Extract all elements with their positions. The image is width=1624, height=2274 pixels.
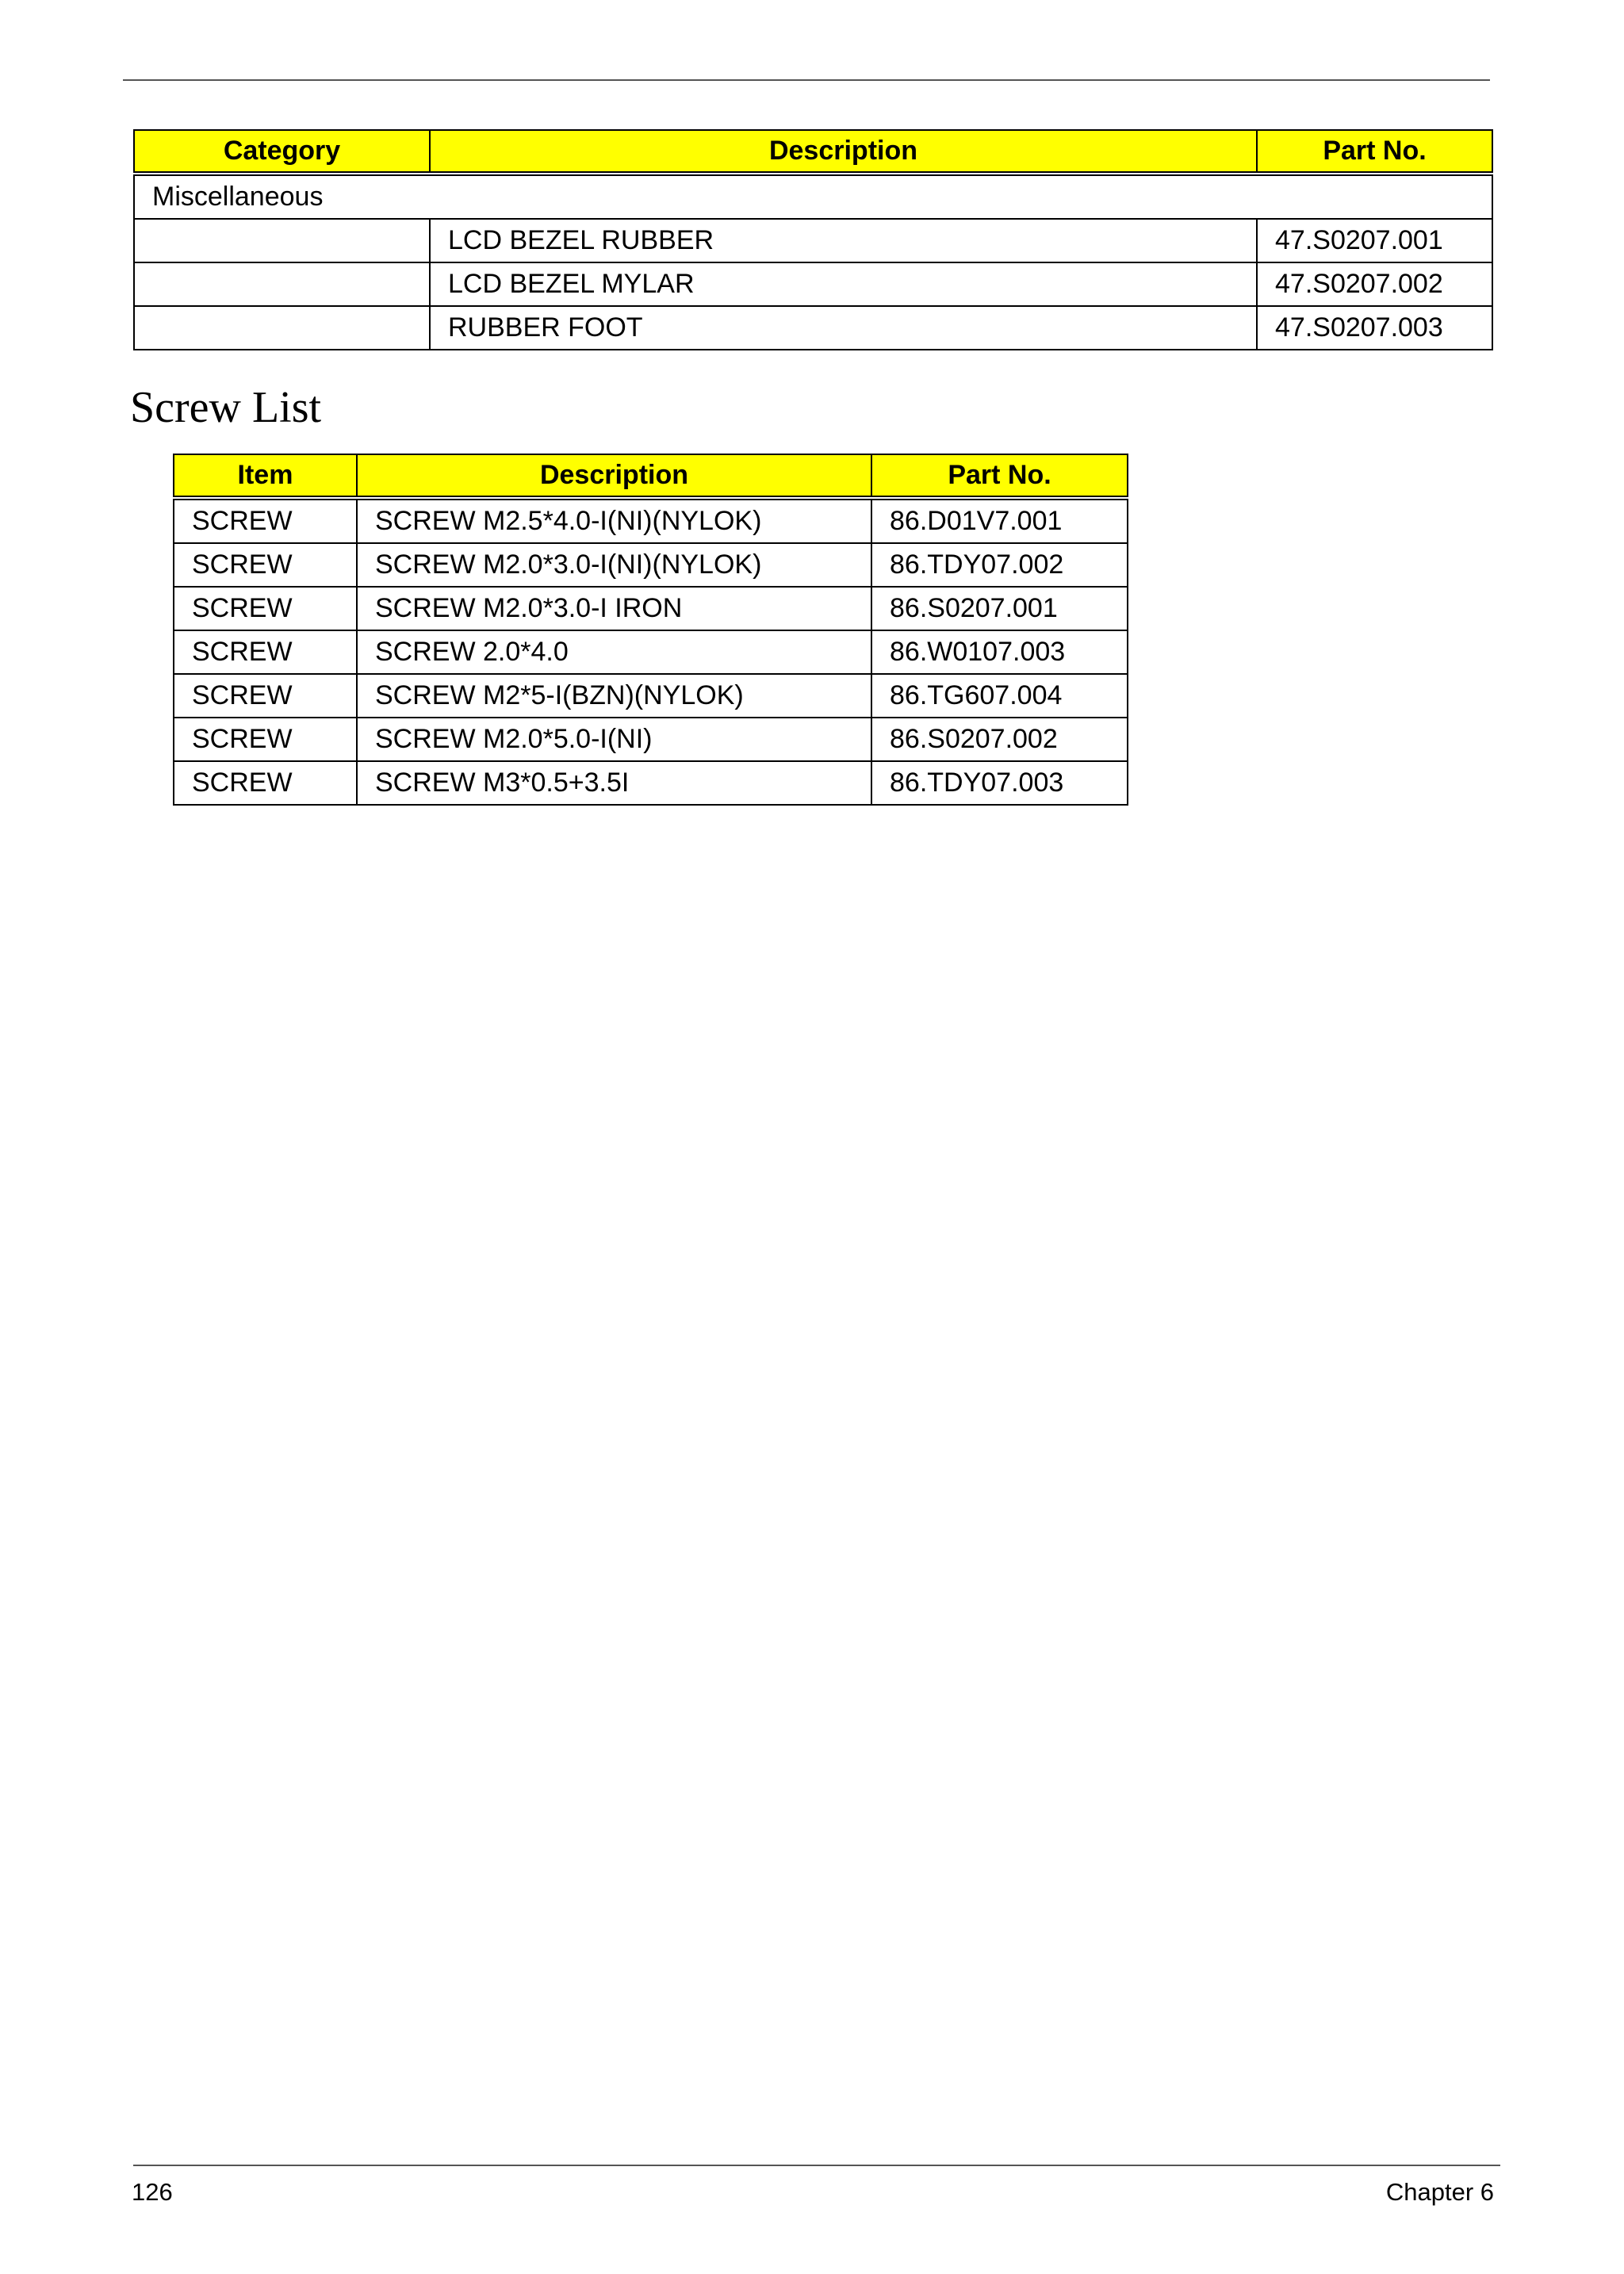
page-number: 126 [132,2178,173,2206]
table-row [174,498,1128,543]
chapter-label: Chapter 6 [1385,2178,1494,2206]
table-row [134,306,1492,350]
item-cell: SCREW [174,718,357,761]
part-no-cell: 47.S0207.003 [1257,306,1492,350]
item-cell: SCREW [174,674,357,718]
column-header-item: Item [174,454,357,498]
column-header-part-no: Part No. [1257,130,1492,174]
footer-rule [133,2165,1500,2166]
table-row [134,219,1492,262]
description-cell: SCREW M2.0*5.0-I(NI) [357,718,871,761]
description-cell: SCREW M2.5*4.0-I(NI)(NYLOK) [357,498,871,543]
part-no-cell: 86.TDY07.002 [871,543,1128,587]
category-cell [134,219,430,262]
table-row [174,543,1128,587]
table-row [174,587,1128,630]
description-cell: RUBBER FOOT [430,306,1257,350]
table-row [174,718,1128,761]
column-header-description: Description [430,130,1257,174]
table-row [174,674,1128,718]
column-header-description: Description [357,454,871,498]
category-cell [134,262,430,306]
header-rule [123,79,1490,81]
parts-table-header-row [134,130,1492,174]
section-title: Screw List [130,383,322,432]
screw-table [173,454,1128,806]
column-header-part-no: Part No. [871,454,1128,498]
column-header-category: Category [134,130,430,174]
description-cell: SCREW M3*0.5+3.5I [357,761,871,805]
part-no-cell: 86.W0107.003 [871,630,1128,674]
description-cell: LCD BEZEL RUBBER [430,219,1257,262]
category-cell [134,306,430,350]
part-no-cell: 86.S0207.001 [871,587,1128,630]
description-cell: SCREW M2.0*3.0-I(NI)(NYLOK) [357,543,871,587]
part-no-cell: 47.S0207.001 [1257,219,1492,262]
screw-table-header-row [174,454,1128,498]
description-cell: SCREW M2*5-I(BZN)(NYLOK) [357,674,871,718]
description-cell: LCD BEZEL MYLAR [430,262,1257,306]
part-no-cell: 86.S0207.002 [871,718,1128,761]
category-row [134,174,1492,219]
item-cell: SCREW [174,498,357,543]
table-row [134,262,1492,306]
item-cell: SCREW [174,630,357,674]
parts-table [133,129,1493,350]
table-row [174,630,1128,674]
category-label: Miscellaneous [134,174,1492,219]
table-row [174,761,1128,805]
description-cell: SCREW 2.0*4.0 [357,630,871,674]
part-no-cell: 47.S0207.002 [1257,262,1492,306]
description-cell: SCREW M2.0*3.0-I IRON [357,587,871,630]
part-no-cell: 86.TG607.004 [871,674,1128,718]
item-cell: SCREW [174,543,357,587]
item-cell: SCREW [174,587,357,630]
item-cell: SCREW [174,761,357,805]
part-no-cell: 86.TDY07.003 [871,761,1128,805]
part-no-cell: 86.D01V7.001 [871,498,1128,543]
